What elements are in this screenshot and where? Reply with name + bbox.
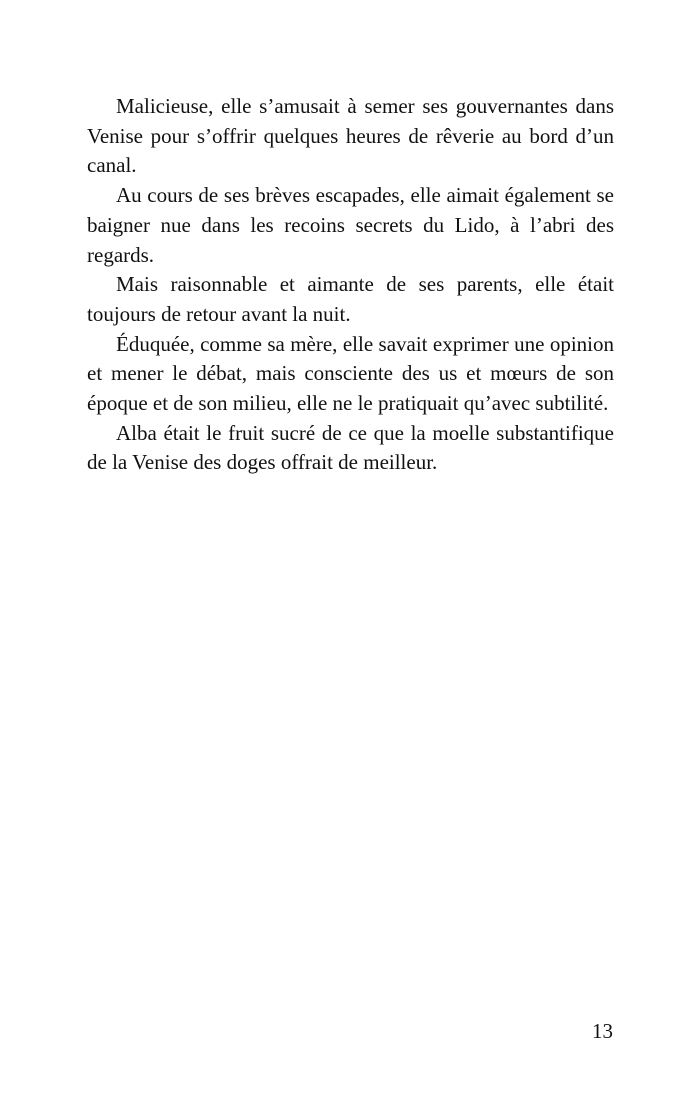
- paragraph-3: Mais raisonnable et aimante de ses parents, elle était toujours de retour avant la nuit.: [87, 272, 614, 326]
- page-number: 13: [592, 1019, 613, 1043]
- paragraph-5: Alba était le fruit sucré de ce que la moelle substantifique de la Venise des doges offrait de meilleur.: [87, 420, 614, 475]
- paragraph-4: Éduquée, comme sa mère, elle savait exprimer une opinion et mener le débat, mais consciente des us et mœurs de son époque et de son milieu, elle ne le pratiquait qu’avec subtilité.: [87, 331, 614, 416]
- body-text: [87, 92, 614, 478]
- paragraph-1: Malicieuse, elle s’amusait à semer ses gouvernantes dans Venise pour s’offrir quelques heures de rêverie au bord d’un canal.: [87, 94, 614, 178]
- paragraph-2: Au cours de ses brèves escapades, elle aimait également se baigner nue dans les recoins secrets du Lido, à l’abri des regards.: [87, 183, 614, 267]
